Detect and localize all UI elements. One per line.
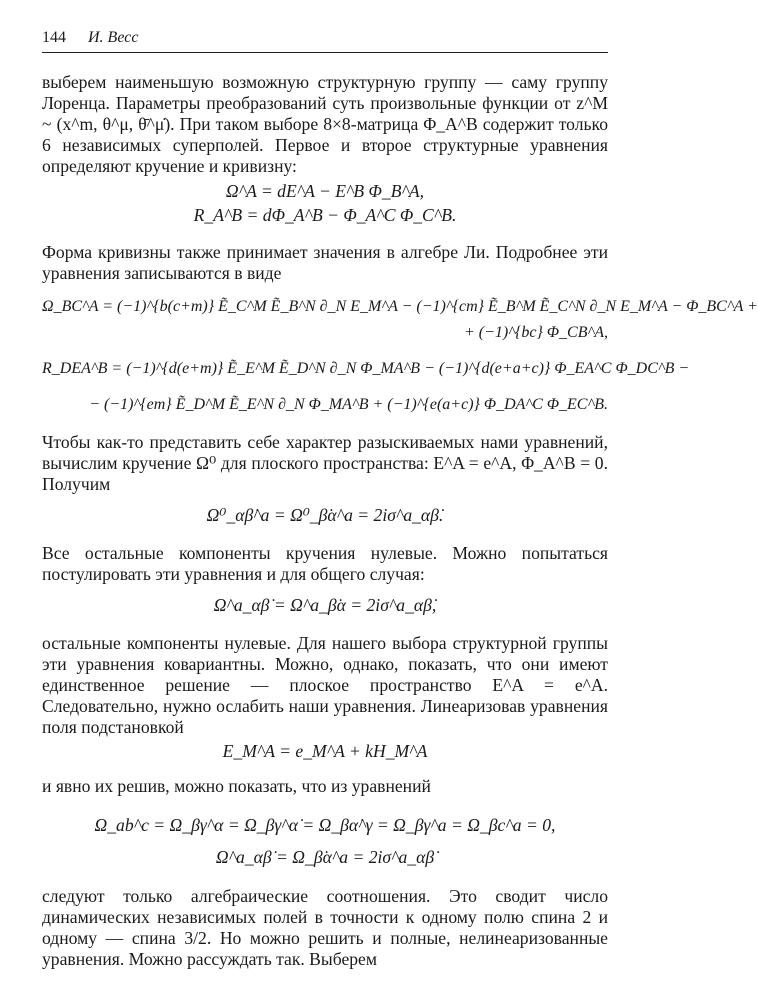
equation-linearization: E_M^A = e_M^A + kH_M^A [222, 741, 428, 761]
equation-curvature: R_A^B = dΦ_A^B − Φ_A^C Φ_C^B. [193, 205, 457, 225]
paragraph-4: Все остальные компоненты кручения нулевые. Можно попытаться постулировать эти уравнения и для общего случая: [42, 543, 608, 584]
paragraph-7: следуют только алгебраические соотношения. Это сводит число динамических независимых полей в точности к одному полю спина 2 и одному — спина 3/2. Но можно решить и полные, нелинеаризованные уравнения. Можно рассуждать так. Выберем [42, 886, 608, 969]
paragraph-6: и явно их решив, можно показать, что из уравнений [42, 776, 431, 796]
page-header [42, 28, 608, 53]
paragraph-3: Чтобы как-то представить себе характер разыскиваемых нами уравнений, вычислим кручение Ω⁰ для плоского пространства: E^A = e^A, Φ_A^B = 0. Получим [42, 432, 608, 494]
paragraph-5: остальные компоненты нулевые. Для нашего выбора структурной группы эти уравнения ковариантны. Можно, однако, показать, что они имеют единственное решение — плоское пространство E^A = e^A. Следовательно, нужно ослабить наши уравнения. Линеаризовав уравнения поля подстановкой [42, 633, 608, 737]
equation-omega-line1: Ω_BC^A = (−1)^{b(c+m)} Ẽ_C^M Ẽ_B^N ∂_N E_M^A − (−1)^{cm} Ẽ_B^M Ẽ_C^N ∂_N E_M^A − Φ_BC^A + [42, 298, 758, 315]
equation-r-line2: − (−1)^{em} Ẽ_D^M Ẽ_E^N ∂_N Φ_MA^B + (−1)^{e(a+c)} Φ_DA^C Φ_EC^B. [89, 396, 608, 413]
paragraph-1: выберем наименьшую возможную структурную группу — саму группу Лоренца. Параметры преобразований суть произвольные функции от z^M ~ (x^m, θ^μ, θ̄^μ̇). При таком выборе 8×8-матрица Φ_A^B содержит только 6 независимых суперполей. Первое и второе структурные уравнения определяют кручение и кривизну: [42, 72, 608, 176]
equation-constraints-2: Ω^a_αβ̇ = Ω_β̇α^a = 2iσ^a_αβ̇ [215, 847, 435, 867]
equation-omega-line2: + (−1)^{bc} Φ_CB^A, [463, 324, 608, 341]
equation-torsion: Ω^A = dE^A − E^B Φ_B^A, [225, 181, 425, 201]
equation-postulate: Ω^a_αβ̇ = Ω^a_β̇α = 2iσ^a_αβ̇, [213, 595, 437, 615]
equation-r-line1: R_DEA^B = (−1)^{d(e+m)} Ẽ_E^M Ẽ_D^N ∂_N Φ_MA^B − (−1)^{d(e+a+c)} Φ_EA^C Φ_DC^B − [42, 360, 690, 377]
equation-flat-torsion: Ω⁰_αβ̇^a = Ω⁰_β̇α^a = 2iσ^a_αβ̇. [206, 505, 444, 525]
equation-constraints-1: Ω_ab^c = Ω_βγ^α = Ω_βγ^α̇ = Ω_βα̇^γ = Ω_βγ^a = Ω_βc^a = 0, [94, 815, 556, 835]
page-number: 144 [42, 29, 66, 46]
running-title: И. Весс [88, 29, 139, 46]
paragraph-2: Форма кривизны также принимает значения в алгебре Ли. Подробнее эти уравнения записываются в виде [42, 242, 608, 283]
